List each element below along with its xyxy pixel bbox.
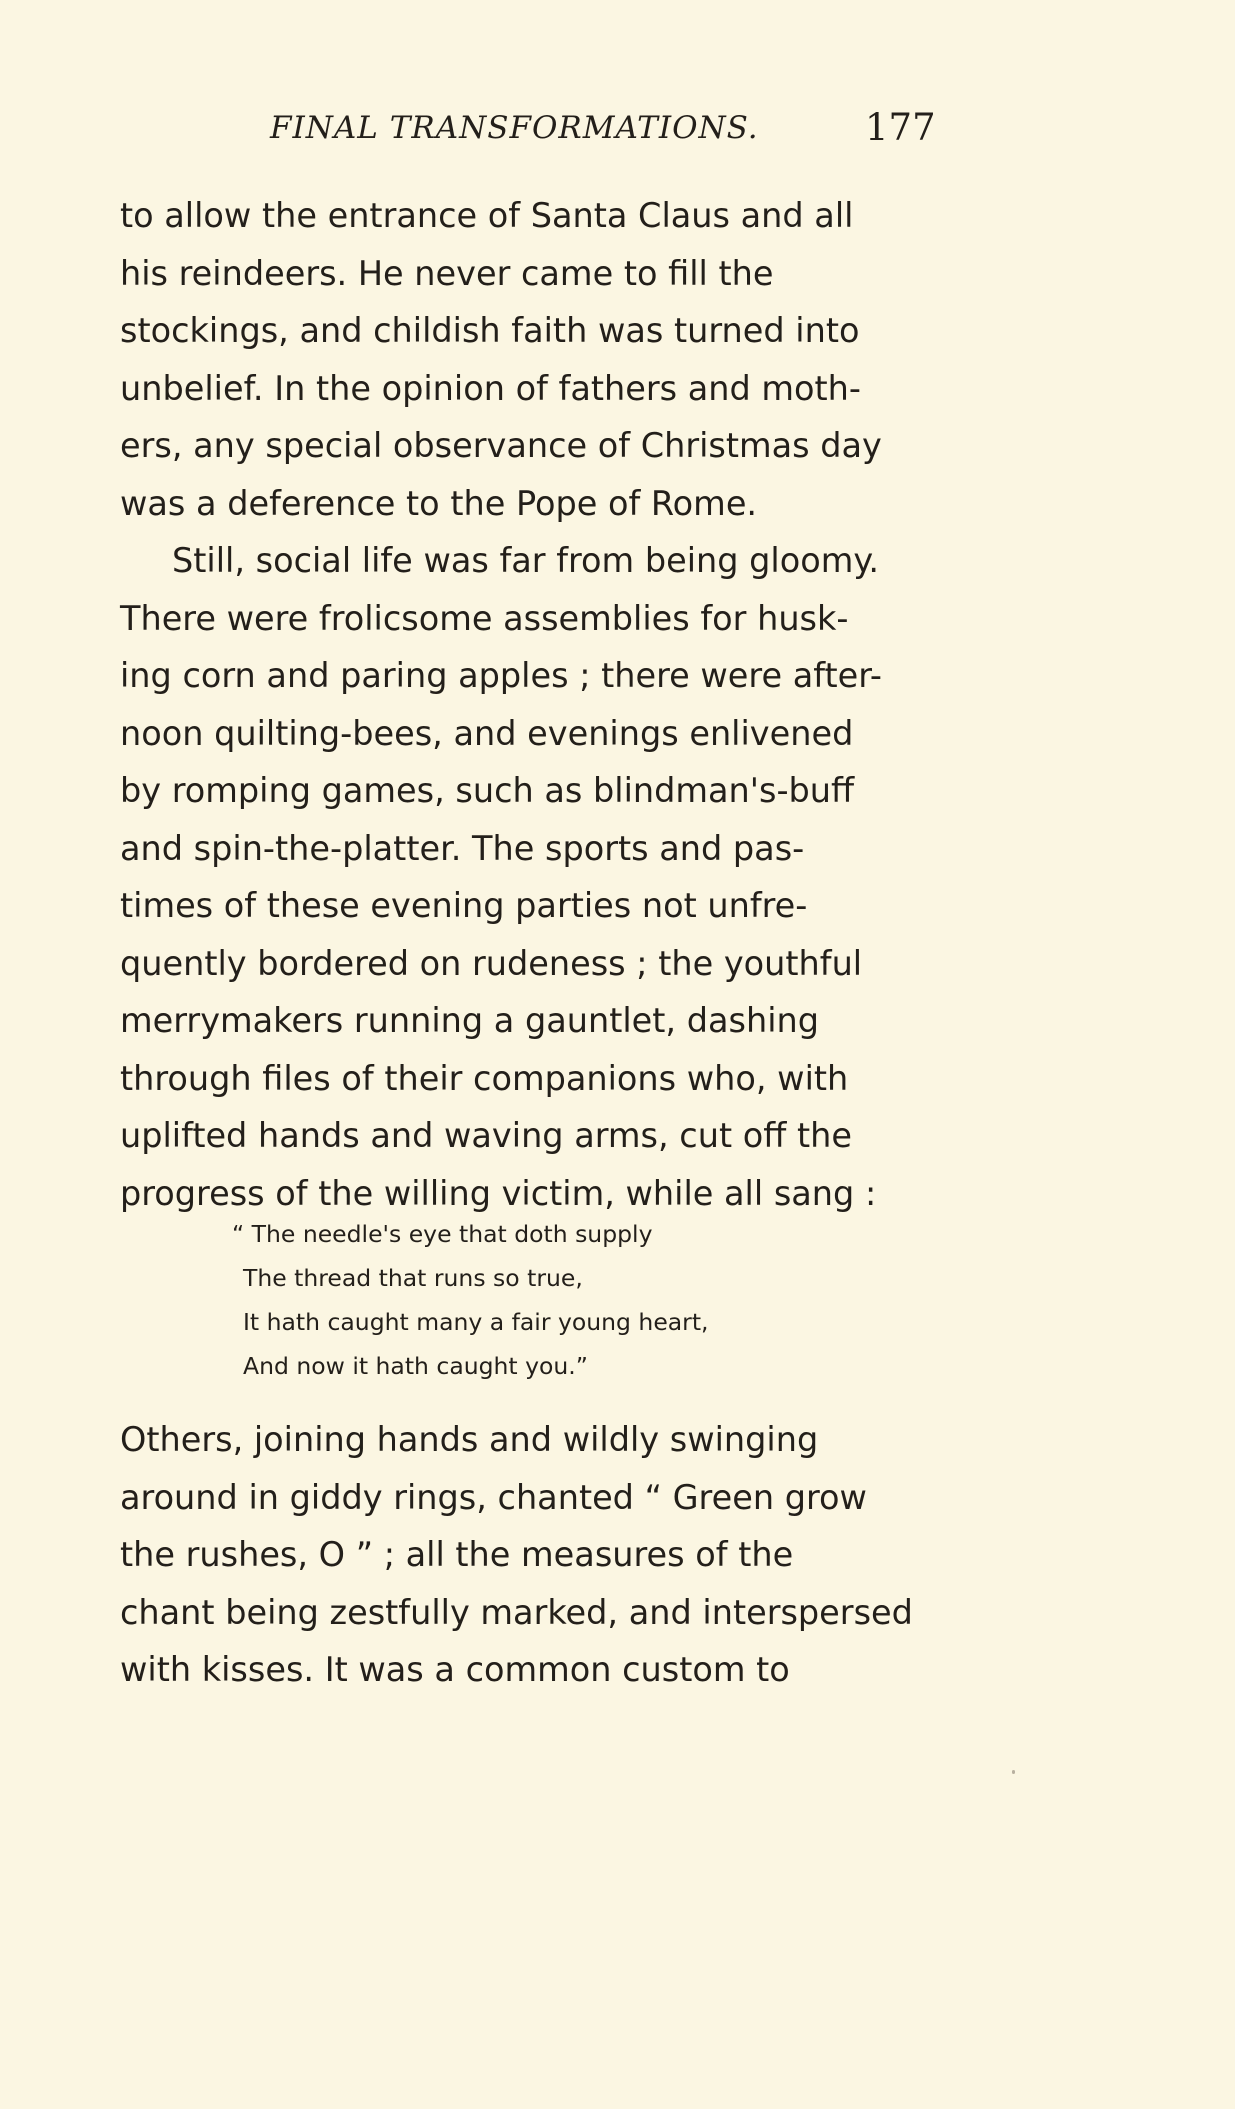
text-line: Still, social life was far from being gloomy. (172, 541, 880, 580)
page-number: 177 (865, 106, 936, 149)
verse-line: The thread that runs so true, (243, 1264, 583, 1292)
verse-line: “ The needle's eye that doth supply (232, 1220, 653, 1248)
text-line: times of these evening parties not unfre- (120, 886, 808, 925)
text-line: his reindeers. He never came to fill the (120, 253, 774, 293)
text-line: ers, any special observance of Christmas day (120, 426, 882, 465)
text-line: uplifted hands and waving arms, cut off the (120, 1116, 852, 1155)
verse-quotation (232, 1212, 932, 1388)
running-title: FINAL TRANSFORMATIONS. (270, 110, 759, 146)
running-head (270, 106, 990, 160)
text-line: stockings, and childish faith was turned into (120, 311, 860, 350)
text-line: quently bordered on rudeness ; the youthful (120, 943, 863, 983)
text-line: Others, joining hands and wildly swinging (120, 1420, 819, 1459)
text-line: noon quilting-bees, and evenings enlivened (120, 713, 854, 753)
text-line: to allow the entrance of Santa Claus and all (120, 196, 854, 235)
text-line: unbelief. In the opinion of fathers and moth- (120, 368, 861, 408)
text-line: around in giddy rings, chanted “ Green grow (120, 1477, 867, 1517)
verse-line: It hath caught many a fair young heart, (243, 1308, 709, 1336)
text-line: ing corn and paring apples ; there were after- (120, 656, 882, 695)
text-line: progress of the willing victim, while all sang : (120, 1173, 877, 1213)
text-line: was a deference to the Pope of Rome. (120, 483, 758, 523)
text-line: chant being zestfully marked, and interspersed (120, 1592, 913, 1632)
verse-line: And now it hath caught you.” (243, 1352, 588, 1380)
paper-speck (1012, 1770, 1015, 1774)
text-line: through files of their companions who, with (120, 1058, 849, 1098)
text-line: There were frolicsome assemblies for husk- (120, 598, 849, 638)
text-line: merrymakers running a gauntlet, dashing (120, 1001, 820, 1040)
text-line: by romping games, such as blindman's-buff (120, 771, 855, 810)
text-line: the rushes, O ” ; all the measures of the (120, 1535, 794, 1574)
body-text-upper (120, 187, 1120, 1222)
body-text-lower (120, 1411, 1120, 1699)
text-line: with kisses. It was a common custom to (120, 1650, 790, 1689)
text-line: and spin-the-platter. The sports and pas- (120, 828, 805, 868)
